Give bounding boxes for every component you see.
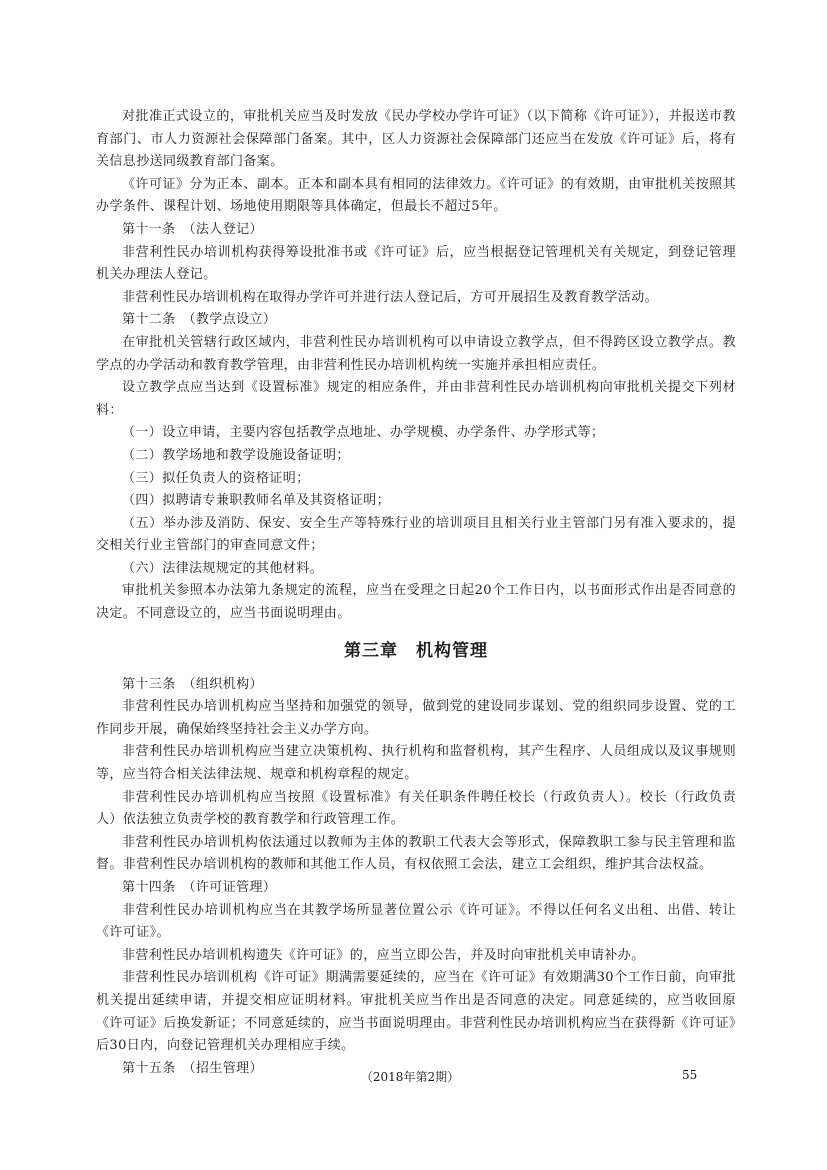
chapter-title: 第三章 机构管理 bbox=[344, 640, 488, 661]
issue-label: （2018年第2期） bbox=[360, 1070, 460, 1084]
paragraph: 审批机关参照本办法第九条规定的流程，应当在受理之日起20个工作日内，以书面形式作出是否同意的决定。不同意设立的，应当书面说明理由。 bbox=[96, 583, 736, 622]
paragraph: 在审批机关管辖行政区域内，非营利性民办培训机构可以申请设立教学点，但不得跨区设立教学点。教学点的办学活动和教育教学管理，由非营利性民办培训机构统一实施并承担相应责任。 bbox=[96, 334, 736, 373]
page-footer bbox=[0, 1068, 827, 1088]
paragraph: 非营利性民办培训机构依法通过以教师为主体的教职工代表大会等形式，保障教职工参与民主管理和监督。非营利性民办培训机构的教师和其他工作人员，有权依照工会法，建立工会组织，维护其合法权益。 bbox=[96, 834, 736, 873]
list-item: （四）拟聘请专兼职教师名单及其资格证明； bbox=[122, 493, 391, 509]
paragraph: 对批准正式设立的，审批机关应当及时发放《民办学校办学许可证》（以下简称《许可证》），并报送市教育部门、市人力资源社会保障部门备案。其中，区人力资源社会保障部门还应当在发放《许可证》后，将有关信息抄送同级教育部门备案。 bbox=[96, 109, 736, 170]
section-after-chapter bbox=[96, 674, 736, 1081]
article-heading: 第十四条 （许可证管理） bbox=[122, 880, 277, 895]
page-number: 55 bbox=[682, 1068, 698, 1082]
article-heading: 第十一条 （法人登记） bbox=[122, 221, 263, 237]
paragraph: 《许可证》分为正本、副本。正本和副本具有相同的法律效力。《许可证》的有效期，由审批机关按照其办学条件、课程计划、场地使用期限等具体确定，但最长不超过5年。 bbox=[96, 176, 736, 215]
paragraph: 非营利性民办培训机构《许可证》期满需要延续的，应当在《许可证》有效期满30个工作日前，向审批机关提出延续申请，并提交相应证明材料。审批机关应当作出是否同意的决定。同意延续的，应当收回原《许可证》后换发新证；不同意延续的，应当书面说明理由。非营利性民办培训机构应当在获得新《许可证》后30日内，向登记管理机关办理相应手续。 bbox=[96, 970, 736, 1054]
paragraph: 非营利性民办培训机构应当在其教学场所显著位置公示《许可证》。不得以任何名义出租、出借、转让《许可证》。 bbox=[96, 902, 736, 941]
paragraph: 非营利性民办培训机构获得筹设批准书或《许可证》后，应当根据登记管理机关有关规定，到登记管理机关办理法人登记。 bbox=[96, 244, 736, 283]
list-item: （六）法律法规规定的其他材料。 bbox=[122, 560, 324, 576]
paragraph: 非营利性民办培训机构应当按照《设置标准》有关任职条件聘任校长（行政负责人）。校长（行政负责人）依法独立负责学校的教育教学和行政管理工作。 bbox=[96, 789, 736, 828]
paragraph: 非营利性民办培训机构在取得办学许可并进行法人登记后，方可开展招生及教育教学活动。 bbox=[122, 289, 659, 305]
paragraph: 设立教学点应当达到《设置标准》规定的相应条件，并由非营利性民办培训机构向审批机关提交下列材料： bbox=[96, 380, 736, 418]
article-heading: 第十二条 （教学点设立） bbox=[122, 312, 277, 328]
paragraph: 非营利性民办培训机构应当建立决策机构、执行机构和监督机构，其产生程序、人员组成以及议事规则等，应当符合相关法律法规、规章和机构章程的规定。 bbox=[96, 744, 736, 783]
list-item: （一）设立申请，主要内容包括教学点地址、办学规模、办学条件、办学形式等； bbox=[122, 425, 605, 441]
list-item: （五）举办涉及消防、保安、安全生产等特殊行业的培训项目且相关行业主管部门另有准入要求的，提交相关行业主管部门的审查同意文件； bbox=[96, 515, 736, 554]
list-item: （三）拟任负责人的资格证明； bbox=[122, 470, 310, 486]
paragraph: 非营利性民办培训机构遗失《许可证》的，应当立即公告，并及时向审批机关申请补办。 bbox=[122, 947, 645, 963]
section-before-chapter bbox=[96, 106, 736, 626]
article-heading: 第十三条 （组织机构） bbox=[122, 676, 263, 692]
article-heading: 第十五条 （招生管理） bbox=[122, 1060, 263, 1076]
document-page bbox=[96, 106, 736, 1136]
paragraph: 非营利性民办培训机构应当坚持和加强党的领导，做到党的建设同步谋划、党的组织同步设置、党的工作同步开展，确保始终坚持社会主义办学方向。 bbox=[96, 699, 736, 737]
list-item: （二）教学场地和教学设施设备证明； bbox=[122, 447, 350, 463]
